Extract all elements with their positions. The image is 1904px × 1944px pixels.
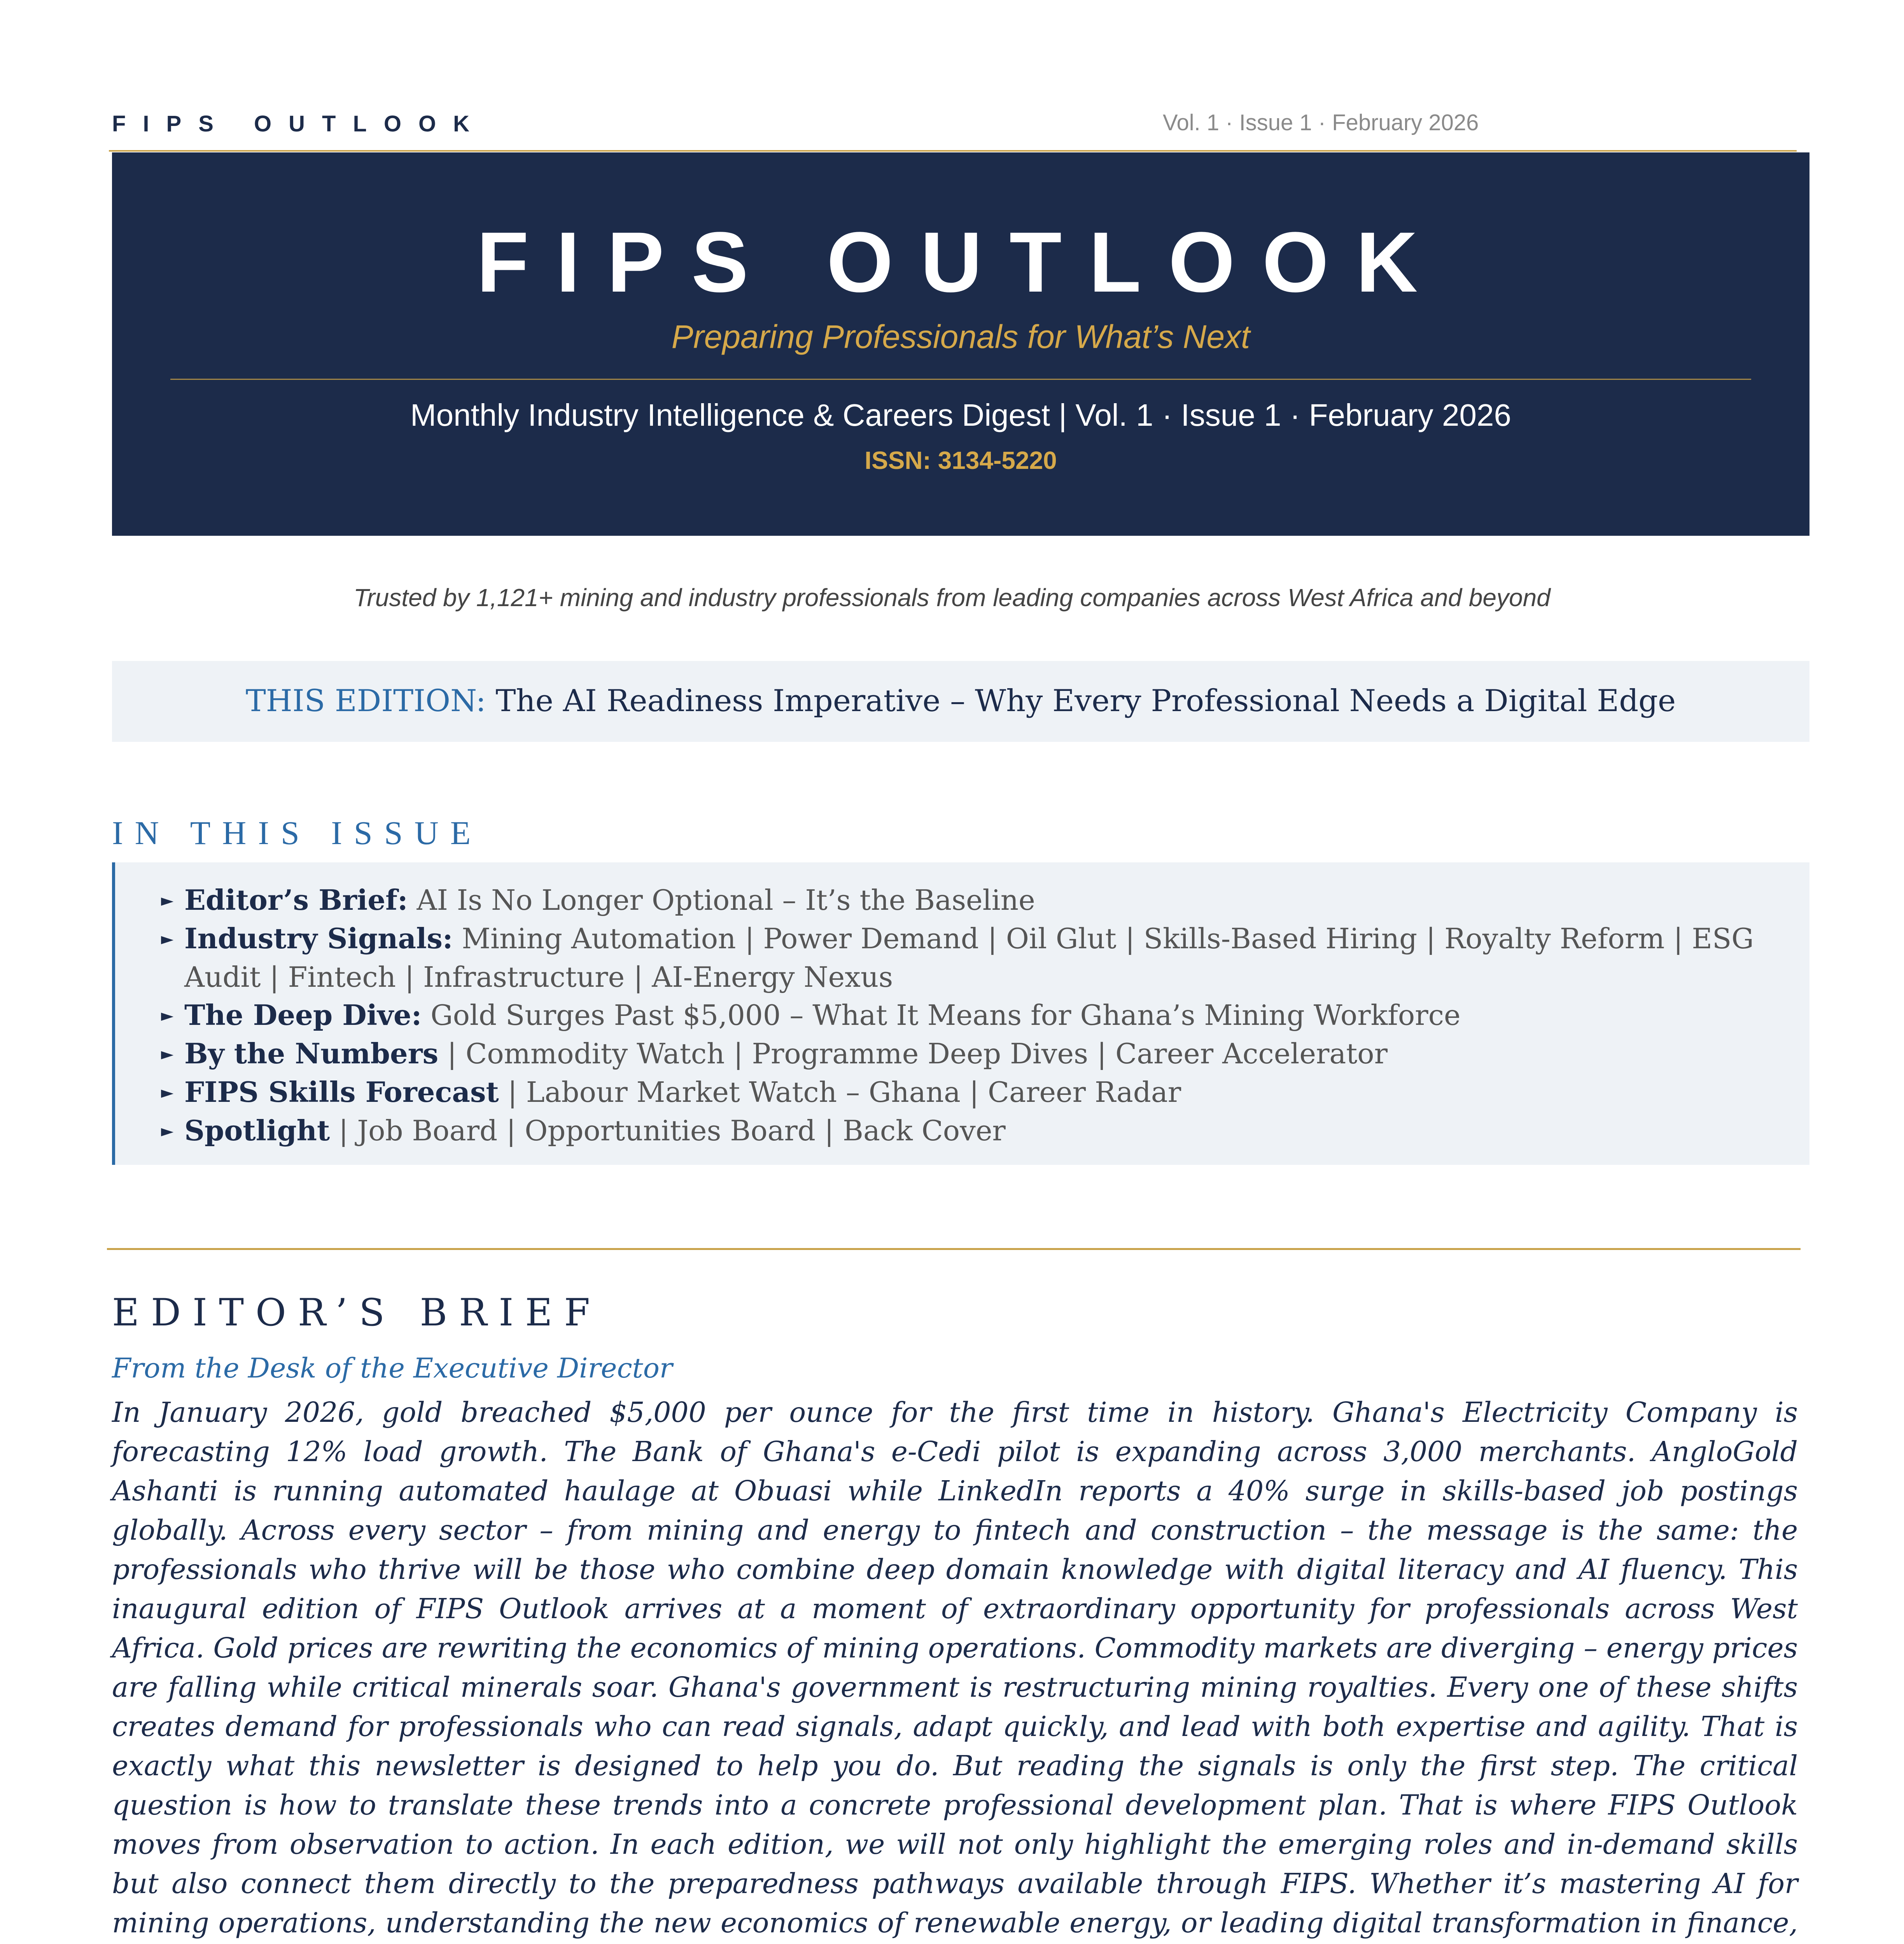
masthead-banner (112, 152, 1810, 536)
toc-item (161, 1073, 1787, 1112)
editors-brief-kicker: From the Desk of the Executive Director (112, 1352, 673, 1384)
toc-item (161, 1112, 1787, 1150)
toc-item-lead: FIPS Skills Forecast (184, 1075, 499, 1108)
toc-item-lead: Editor’s Brief: (184, 883, 408, 916)
this-edition-title: The AI Readiness Imperative – Why Every Professional Needs a Digital Edge (495, 684, 1676, 719)
toc-item-rest: Gold Surges Past $5,000 – What It Means for Ghana’s Mining Workforce (422, 999, 1461, 1031)
triangle-bullet-icon: ► (161, 891, 174, 910)
masthead-divider (170, 379, 1751, 380)
toc-item-rest: | Job Board | Opportunities Board | Back Cover (330, 1114, 1006, 1147)
trusted-line: Trusted by 1,121+ mining and industry professionals from leading companies across West Africa and beyond (354, 584, 1550, 612)
toc-item-rest: | Labour Market Watch – Ghana | Career Radar (499, 1076, 1181, 1108)
toc-item-lead: By the Numbers (184, 1037, 439, 1070)
triangle-bullet-icon: ► (161, 1044, 174, 1063)
toc-item-rest: Mining Automation | Power Demand | Oil Glut | Skills-Based Hiring | Royalty Reform | ESG Audit | Fintech | Infrastructure | AI-Energy Nexus (184, 922, 1754, 993)
running-header-issue: Vol. 1 · Issue 1 · February 2026 (1163, 110, 1479, 135)
masthead-tagline: Preparing Professionals for What’s Next (671, 318, 1250, 355)
toc-item (161, 996, 1787, 1035)
triangle-bullet-icon: ► (161, 929, 174, 948)
table-of-contents (112, 862, 1810, 1165)
masthead-subtitle: Monthly Industry Intelligence & Careers Digest | Vol. 1 · Issue 1 · February 2026 (410, 398, 1511, 432)
toc-item (161, 1035, 1787, 1073)
this-edition-text (112, 684, 1810, 719)
this-edition-label: THIS EDITION: (245, 684, 486, 719)
toc-item-lead: Spotlight (184, 1114, 330, 1147)
this-edition-box (112, 661, 1810, 742)
editors-brief-heading: EDITOR’S BRIEF (112, 1291, 602, 1334)
toc-item-lead: The Deep Dive: (184, 998, 422, 1031)
in-this-issue-heading: IN THIS ISSUE (112, 814, 483, 851)
triangle-bullet-icon: ► (161, 1006, 174, 1025)
masthead-title: FIPS OUTLOOK (476, 214, 1445, 310)
toc-item (161, 920, 1787, 996)
running-header-title: FIPS OUTLOOK (112, 111, 486, 136)
toc-item-lead: Industry Signals: (184, 922, 453, 955)
toc-item (161, 881, 1787, 920)
editors-brief-body: In January 2026, gold breached $5,000 per ounce for the first time in history. Ghana's Electricity Company is forecasting 12% load growth. The Bank of Ghana's e-Cedi pilot is expanding across 3,000 merchants. AngloGold Ashanti is running automated haulage at Obuasi while LinkedIn reports a 40% surge in skills-based job postings globally. Across every sector – from mining and energy to fintech and construction – the message is the same: the professionals who thrive will be those who combine deep domain knowledge with digital literacy and AI fluency. This inaugural edition of FIPS Outlook arrives at a moment of extraordinary opportunity for professionals across West Africa. Gold prices are rewriting the economics of mining operations. Commodity markets are diverging – energy prices are falling while critical minerals soar. Ghana's government is restructuring mining royalties. Every one of these shifts creates demand for professionals who can read signals, adapt quickly, and lead with both expertise and agility. That is exactly what this newsletter is designed to help you do. But reading the signals is only the first step. The critical question is how to translate these trends into a concrete professional development plan. That is where FIPS Outlook moves from observation to action. In each edition, we will not only highlight the emerging roles and in-demand skills but also connect them directly to the preparedness pathways available through FIPS. Whether it’s mastering AI for mining operations, understanding the new economics of renewable energy, or leading digital transformation in finance, (112, 1396, 1798, 1939)
masthead-issn: ISSN: 3134-5220 (864, 446, 1057, 474)
triangle-bullet-icon: ► (161, 1121, 174, 1140)
toc-list (161, 881, 1787, 1150)
section-divider (107, 1248, 1801, 1250)
toc-item-rest: AI Is No Longer Optional – It’s the Baseline (408, 884, 1035, 916)
toc-item-rest: | Commodity Watch | Programme Deep Dives | Career Accelerator (438, 1037, 1388, 1070)
triangle-bullet-icon: ► (161, 1083, 174, 1102)
header-divider (109, 150, 1797, 152)
